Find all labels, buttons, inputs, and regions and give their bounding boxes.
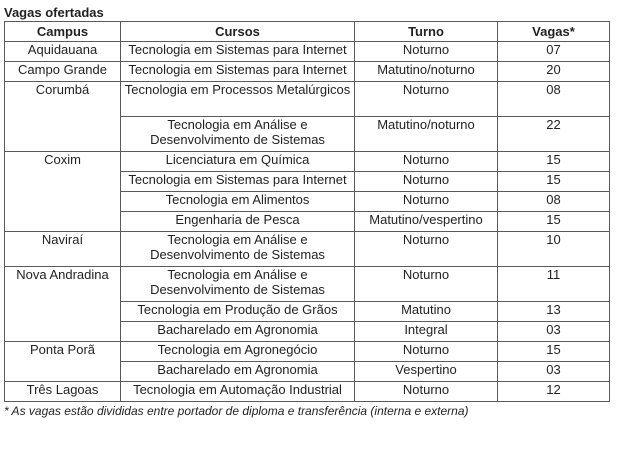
turno-cell: Noturno <box>355 267 498 302</box>
vagas-cell: 15 <box>498 212 610 232</box>
curso-cell: Licenciatura em Química <box>121 152 355 172</box>
table-row <box>5 342 610 362</box>
table-body <box>5 42 610 402</box>
curso-cell: Bacharelado em Agronomia <box>121 322 355 342</box>
curso-cell: Tecnologia em Agronegócio <box>121 342 355 362</box>
vagas-cell: 08 <box>498 192 610 212</box>
table-row <box>5 82 610 117</box>
campus-cell: Coxim <box>5 152 121 232</box>
table-row <box>5 152 610 172</box>
turno-cell: Noturno <box>355 172 498 192</box>
vagas-cell: 08 <box>498 82 610 117</box>
turno-cell: Noturno <box>355 192 498 212</box>
header-cursos: Cursos <box>121 22 355 42</box>
campus-cell: Nova Andradina <box>5 267 121 342</box>
header-campus: Campus <box>5 22 121 42</box>
vagas-cell: 07 <box>498 42 610 62</box>
curso-cell: Tecnologia em Sistemas para Internet <box>121 62 355 82</box>
vagas-cell: 03 <box>498 322 610 342</box>
campus-cell: Ponta Porã <box>5 342 121 382</box>
campus-cell: Aquidauana <box>5 42 121 62</box>
turno-cell: Noturno <box>355 42 498 62</box>
header-row <box>5 22 610 42</box>
vagas-cell: 22 <box>498 117 610 152</box>
table-row <box>5 62 610 82</box>
curso-cell: Tecnologia em Automação Industrial <box>121 382 355 402</box>
table-row <box>5 267 610 302</box>
table-caption: Vagas ofertadas <box>4 5 104 20</box>
campus-cell: Naviraí <box>5 232 121 267</box>
turno-cell: Integral <box>355 322 498 342</box>
vagas-cell: 03 <box>498 362 610 382</box>
header-vagas: Vagas* <box>498 22 610 42</box>
campus-cell: Campo Grande <box>5 62 121 82</box>
vagas-cell: 10 <box>498 232 610 267</box>
curso-cell: Tecnologia em Análise e Desenvolvimento de Sistemas <box>121 267 355 302</box>
curso-cell: Tecnologia em Sistemas para Internet <box>121 42 355 62</box>
vagas-cell: 13 <box>498 302 610 322</box>
vagas-cell: 12 <box>498 382 610 402</box>
turno-cell: Noturno <box>355 382 498 402</box>
table-row <box>5 382 610 402</box>
curso-cell: Bacharelado em Agronomia <box>121 362 355 382</box>
turno-cell: Noturno <box>355 152 498 172</box>
vagas-cell: 15 <box>498 172 610 192</box>
turno-cell: Noturno <box>355 342 498 362</box>
turno-cell: Noturno <box>355 82 498 117</box>
turno-cell: Noturno <box>355 232 498 267</box>
vagas-cell: 15 <box>498 152 610 172</box>
turno-cell: Matutino <box>355 302 498 322</box>
curso-cell: Tecnologia em Alimentos <box>121 192 355 212</box>
curso-cell: Tecnologia em Análise e Desenvolvimento de Sistemas <box>121 117 355 152</box>
curso-cell: Tecnologia em Processos Metalúrgicos <box>121 82 355 117</box>
curso-cell: Engenharia de Pesca <box>121 212 355 232</box>
curso-cell: Tecnologia em Produção de Grãos <box>121 302 355 322</box>
curso-cell: Tecnologia em Análise e Desenvolvimento de Sistemas <box>121 232 355 267</box>
turno-cell: Matutino/vespertino <box>355 212 498 232</box>
footnote: * As vagas estão divididas entre portador de diploma e transferência (interna e externa) <box>4 404 469 418</box>
turno-cell: Matutino/noturno <box>355 62 498 82</box>
curso-cell: Tecnologia em Sistemas para Internet <box>121 172 355 192</box>
vagas-table <box>4 21 610 402</box>
header-turno: Turno <box>355 22 498 42</box>
campus-cell: Três Lagoas <box>5 382 121 402</box>
campus-cell: Corumbá <box>5 82 121 152</box>
table-row <box>5 42 610 62</box>
turno-cell: Matutino/noturno <box>355 117 498 152</box>
vagas-cell: 15 <box>498 342 610 362</box>
table-row <box>5 232 610 267</box>
turno-cell: Vespertino <box>355 362 498 382</box>
vagas-cell: 11 <box>498 267 610 302</box>
vagas-cell: 20 <box>498 62 610 82</box>
